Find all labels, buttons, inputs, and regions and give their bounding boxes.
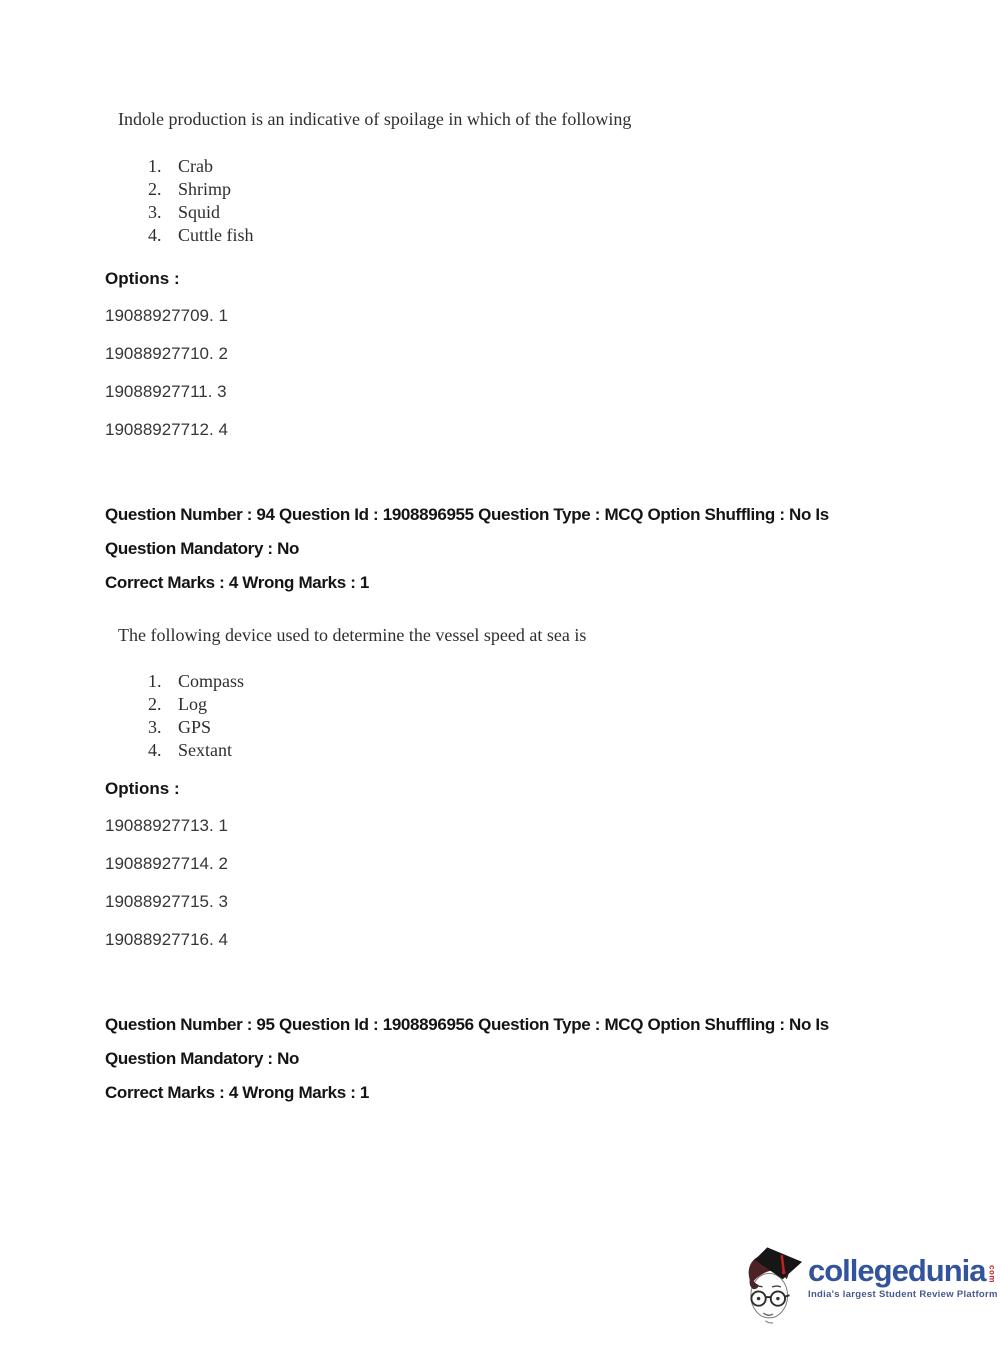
question-meta-line: Question Number : 94 Question Id : 1908896955 Question Type : MCQ Option Shuffling : No Is [105,505,829,524]
option-id-row: 19088927709. 1 [105,306,228,325]
choice-item [148,739,915,762]
options-label: Options : [105,269,180,288]
choice-label: Crab [178,156,213,176]
question-meta-line: Question Mandatory : No [105,1049,300,1068]
option-id-row: 19088927712. 4 [105,420,228,439]
option-id-row: 19088927713. 1 [105,816,228,835]
choice-number: 3. [148,202,162,222]
choice-item [148,716,915,739]
choice-label: Cuttle fish [178,225,254,245]
question-meta-line: Question Number : 95 Question Id : 1908896956 Question Type : MCQ Option Shuffling : No Is [105,1015,829,1034]
choice-item [148,201,915,224]
options-label: Options : [105,779,180,798]
option-id-row: 19088927716. 4 [105,930,228,949]
choice-number: 3. [148,717,162,737]
question-meta-line: Correct Marks : 4 Wrong Marks : 1 [105,573,369,592]
choice-item [148,178,915,201]
choice-label: Sextant [178,740,232,760]
choice-item [148,670,915,693]
choice-number: 1. [148,671,162,691]
choice-item [148,224,915,247]
choice-number: 1. [148,156,162,176]
choice-number: 2. [148,694,162,714]
choice-label: Compass [178,671,245,691]
choice-label: Log [178,694,207,714]
question-meta-block [105,1015,915,1103]
question-meta-block [105,505,915,593]
choice-item [148,155,915,178]
collegedunia-logo [746,1247,998,1325]
choice-label: Squid [178,202,221,222]
choice-number: 4. [148,225,162,245]
option-id-row: 19088927710. 2 [105,344,228,363]
choice-label: Shrimp [178,179,232,199]
brand-text-group [808,1247,998,1300]
option-id-row: 19088927714. 2 [105,854,228,873]
collegedunia-mascot-icon [746,1247,804,1325]
option-id-row: 19088927711. 3 [105,382,227,401]
question-meta-line: Correct Marks : 4 Wrong Marks : 1 [105,1083,369,1102]
choice-number: 4. [148,740,162,760]
choice-list [148,155,915,247]
choice-number: 2. [148,179,162,199]
question-text: Indole production is an indicative of spoilage in which of the following [118,109,632,129]
question-meta-line: Question Mandatory : No [105,539,300,558]
choice-item [148,693,915,716]
option-id-row: 19088927715. 3 [105,892,228,911]
collegedunia-wordmark: collegedunia [808,1253,986,1288]
choice-list [148,670,915,762]
collegedunia-com-suffix: com [987,1265,997,1283]
question-text: The following device used to determine the vessel speed at sea is [118,625,587,645]
choice-label: GPS [178,717,212,737]
collegedunia-tagline: India's largest Student Review Platform [808,1289,998,1300]
